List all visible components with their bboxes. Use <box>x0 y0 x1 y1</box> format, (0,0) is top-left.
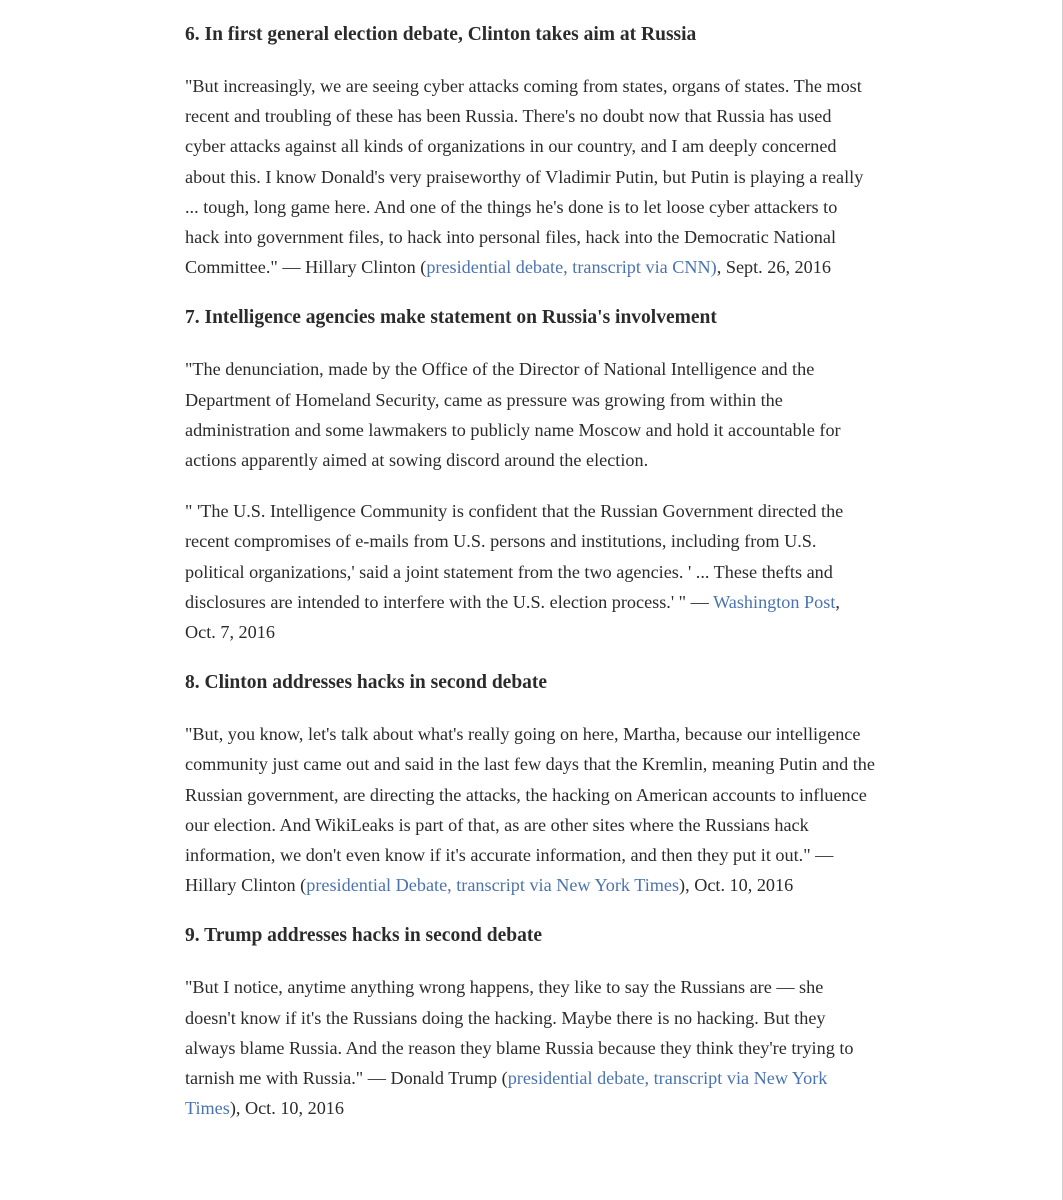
quote-paragraph <box>185 354 875 475</box>
quote-text: "The denunciation, made by the Office of the Director of National Intelligence and the Department of Homeland Security, came as pressure was growing from within the administration and some lawmakers to publicly name Moscow and hold it accountable for actions apparently aimed at sowing discord around the election. <box>185 359 841 471</box>
section-9 <box>185 921 875 1123</box>
quote-paragraph <box>185 496 875 647</box>
quote-text: "But, you know, let's talk about what's really going on here, Martha, because our intelligence community just came out and said in the last few days that the Kremlin, meaning Putin and the Russian government, are directing the attacks, the hacking on American accounts to influence our election. And WikiLeaks is part of that, as are other sites where the Russians hack information, we don't even know if it's accurate information, and then they put it out." — Hillary Clinton ( <box>185 724 875 896</box>
quote-text: "But I notice, anytime anything wrong happens, they like to say the Russians are — she doesn't know if it's the Russians doing the hacking. Maybe there is no hacking. But they always blame Russia. And the reason they blame Russia because they think they're trying to tarnish me with Russia." — Donald Trump ( <box>185 977 854 1089</box>
section-6 <box>185 20 875 282</box>
section-heading: 6. In first general election debate, Clinton takes aim at Russia <box>185 24 697 45</box>
source-date: , Oct. 7, 2016 <box>185 591 840 643</box>
source-link[interactable]: presidential Debate, transcript via New York Times <box>306 875 680 896</box>
source-date: ), Oct. 10, 2016 <box>229 1098 344 1119</box>
source-date: , Sept. 26, 2016 <box>716 257 831 278</box>
section-8 <box>185 668 875 900</box>
quote-text: "But increasingly, we are seeing cyber attacks coming from states, organs of states. The most recent and troubling of these has been Russia. There's no doubt now that Russia has used cyber attacks against all kinds of organizations in our country, and I am deeply concerned about this. I know Donald's very praiseworthy of Vladimir Putin, but Putin is playing a really ... tough, long game here. And one of the things he's done is to let loose cyber attackers to hack into government files, to hack into personal files, hack into the Democratic National Committee." — Hillary Clinton ( <box>185 76 864 278</box>
quote-paragraph <box>185 719 875 900</box>
section-7 <box>185 303 875 647</box>
source-link[interactable]: presidential debate, transcript via New York Times <box>185 1068 828 1119</box>
quote-paragraph <box>185 972 875 1123</box>
section-heading: 8. Clinton addresses hacks in second debate <box>185 672 548 694</box>
quote-paragraph <box>185 71 875 282</box>
source-link[interactable]: Washington Post <box>713 591 836 612</box>
section-heading: 9. Trump addresses hacks in second debate <box>185 925 543 947</box>
source-date: ), Oct. 10, 2016 <box>679 875 794 896</box>
article-body <box>185 20 875 1144</box>
source-link[interactable]: presidential debate, transcript via CNN) <box>426 257 717 278</box>
quote-text: " 'The U.S. Intelligence Community is confident that the Russian Government directed the recent compromises of e-mails from U.S. persons and institutions, including from U.S. political organizations,' said a joint statement from the two agencies. ' ... These thefts and disclosures are intended to interfere with the U.S. election process.' " — <box>185 501 844 612</box>
section-heading: 7. Intelligence agencies make statement on Russia's involvement <box>185 307 717 329</box>
